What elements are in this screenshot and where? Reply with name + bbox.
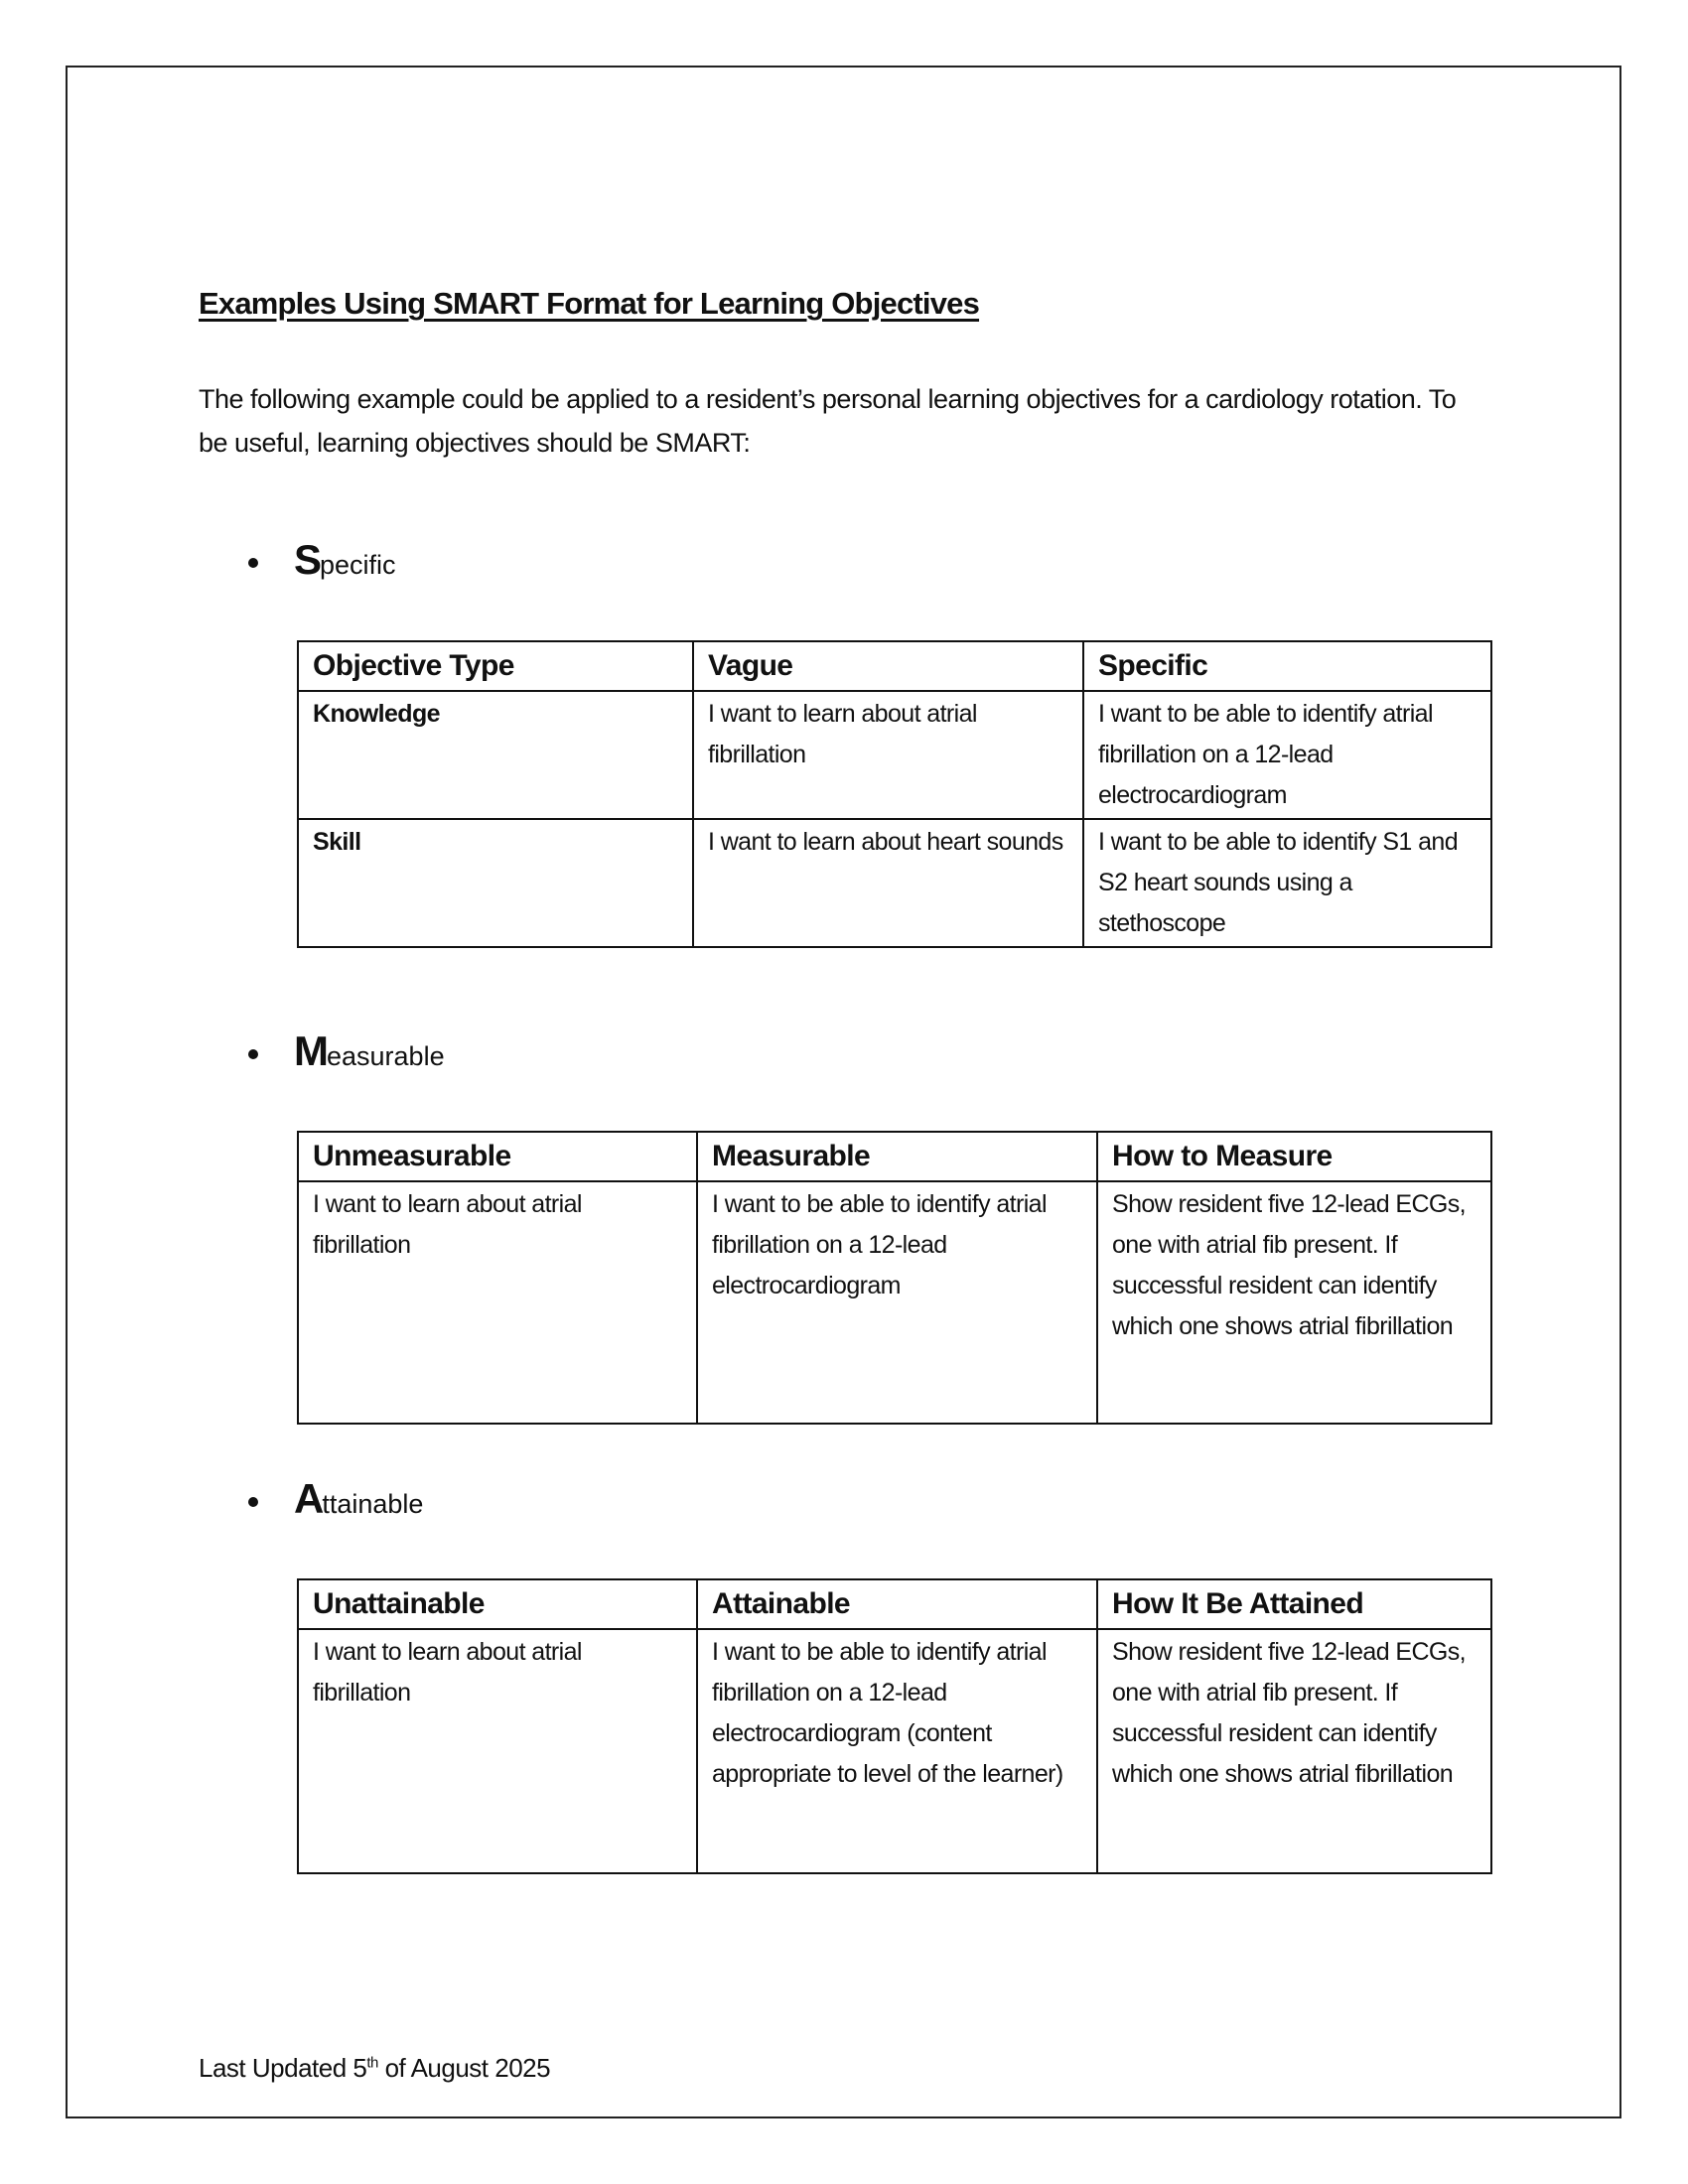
intro-paragraph: The following example could be applied to a resident’s personal learning objectives for a cardiology rotation. To be useful, learning objectives should be SMART: bbox=[199, 384, 1457, 458]
table-cell: I want to be able to identify atrial fibrillation on a 12-lead electrocardiogram (content appropriate to level of the learner) bbox=[697, 1629, 1097, 1873]
bullet-specific bbox=[248, 536, 396, 584]
table-cell: I want to learn about atrial fibrillation bbox=[298, 1629, 697, 1873]
table-header-row bbox=[298, 641, 1491, 691]
table-cell: I want to learn about heart sounds bbox=[693, 819, 1083, 947]
table-header-row bbox=[298, 1132, 1491, 1181]
bullet-dot-icon bbox=[248, 1049, 258, 1059]
table-cell: I want to learn about atrial fibrillation bbox=[298, 1181, 697, 1424]
column-header: How It Be Attained bbox=[1097, 1579, 1491, 1629]
bullet-rest: easurable bbox=[327, 1041, 445, 1071]
footer-date-suffix: of August 2025 bbox=[377, 2053, 551, 2083]
table-header-row bbox=[298, 1579, 1491, 1629]
column-header: Specific bbox=[1083, 641, 1491, 691]
attainable-table bbox=[297, 1578, 1492, 1874]
table-row bbox=[298, 1181, 1491, 1424]
table-cell: Show resident five 12-lead ECGs, one with atrial fib present. If successful resident can identify which one shows atrial fibrillation bbox=[1097, 1181, 1491, 1424]
table-cell: I want to be able to identify atrial fibrillation on a 12-lead electrocardiogram bbox=[697, 1181, 1097, 1424]
bullet-rest: pecific bbox=[320, 550, 396, 580]
table-cell: I want to learn about atrial fibrillation bbox=[693, 691, 1083, 819]
table-row bbox=[298, 819, 1491, 947]
bullet-letter: M bbox=[294, 1027, 327, 1074]
bullet-letter: A bbox=[294, 1475, 323, 1522]
table-row bbox=[298, 691, 1491, 819]
column-header: Unattainable bbox=[298, 1579, 697, 1629]
measurable-table bbox=[297, 1131, 1492, 1425]
last-updated-footer bbox=[199, 2053, 550, 2084]
column-header: Vague bbox=[693, 641, 1083, 691]
specific-table bbox=[297, 640, 1492, 948]
bullet-letter: S bbox=[294, 536, 321, 583]
table-row bbox=[298, 1629, 1491, 1873]
table-cell: Show resident five 12-lead ECGs, one with atrial fib present. If successful resident can identify which one shows atrial fibrillation bbox=[1097, 1629, 1491, 1873]
column-header: Attainable bbox=[697, 1579, 1097, 1629]
table-cell: I want to be able to identify atrial fibrillation on a 12-lead electrocardiogram bbox=[1083, 691, 1491, 819]
bullet-dot-icon bbox=[248, 558, 258, 568]
table-cell: Knowledge bbox=[298, 691, 693, 819]
footer-date-prefix: Last Updated 5 bbox=[199, 2053, 367, 2083]
column-header: Unmeasurable bbox=[298, 1132, 697, 1181]
bullet-dot-icon bbox=[248, 1497, 258, 1507]
column-header: Objective Type bbox=[298, 641, 693, 691]
bullet-measurable bbox=[248, 1027, 445, 1075]
column-header: Measurable bbox=[697, 1132, 1097, 1181]
bullet-rest: ttainable bbox=[322, 1489, 424, 1519]
table-cell: Skill bbox=[298, 819, 693, 947]
bullet-attainable bbox=[248, 1475, 423, 1523]
footer-ordinal-suffix: th bbox=[366, 2054, 378, 2072]
table-cell: I want to be able to identify S1 and S2 heart sounds using a stethoscope bbox=[1083, 819, 1491, 947]
page-title: Examples Using SMART Format for Learning Objectives bbox=[199, 286, 980, 321]
column-header: How to Measure bbox=[1097, 1132, 1491, 1181]
